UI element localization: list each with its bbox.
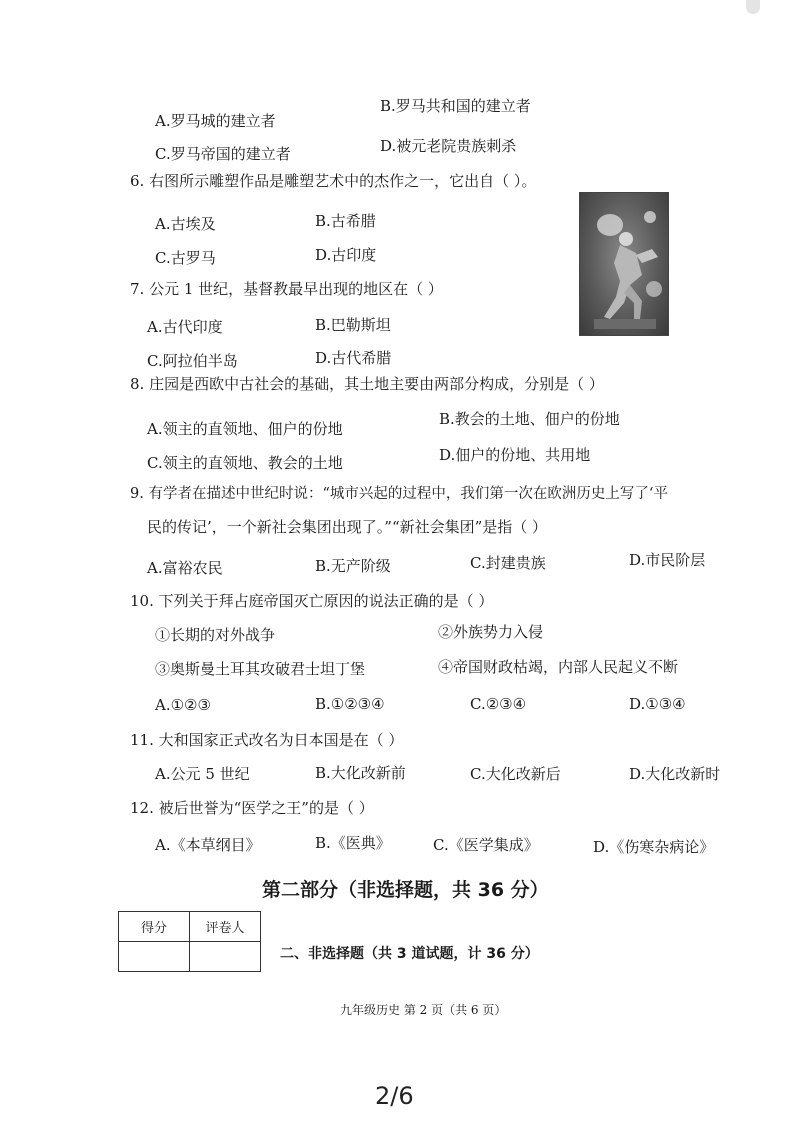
q11-option-b: B.大化改新前 <box>315 764 406 782</box>
section-title: 二、非选择题（共 3 道试题，计 36 分） <box>280 946 539 962</box>
q7-option-b: B.巴勒斯坦 <box>315 316 391 334</box>
q9-option-b: B.无产阶级 <box>315 557 391 575</box>
q9-option-c: C.封建贵族 <box>470 554 546 572</box>
q5-option-a: A.罗马城的建立者 <box>155 112 276 130</box>
sculpture-figure-drawing <box>580 193 668 335</box>
discobolus-sculpture-image <box>579 192 669 336</box>
score-label-cell: 得分 <box>119 912 190 942</box>
q8-option-b: B.教会的土地、佃户的份地 <box>439 410 620 428</box>
q8-option-d: D.佃户的份地、共用地 <box>439 446 591 464</box>
q8-stem: 8. 庄园是西欧中古社会的基础，其土地主要由两部分构成，分别是（ ） <box>130 375 604 393</box>
q6-stem: 6. 右图所示雕塑作品是雕塑艺术中的杰作之一，它出自（ ）。 <box>130 172 537 190</box>
q10-item-1: ①长期的对外战争 <box>155 626 276 644</box>
q12-option-b: B.《医典》 <box>315 834 391 852</box>
q12-option-c: C.《医学集成》 <box>433 836 539 854</box>
q8-option-c: C.领主的直领地、教会的土地 <box>147 454 343 472</box>
q5-option-c: C.罗马帝国的建立者 <box>155 145 291 163</box>
q6-option-b: B.古希腊 <box>315 212 376 230</box>
q8-option-a: A.领主的直领地、佃户的份地 <box>147 420 343 438</box>
q9-option-d: D.市民阶层 <box>629 551 706 569</box>
q10-option-b: B.①②③④ <box>315 695 385 713</box>
q9-option-a: A.富裕农民 <box>147 559 223 577</box>
score-table <box>118 911 261 972</box>
q10-option-a: A.①②③ <box>155 696 211 714</box>
q6-option-c: C.古罗马 <box>155 249 216 267</box>
reviewer-label-cell: 评卷人 <box>190 912 261 942</box>
q10-stem: 10. 下列关于拜占庭帝国灭亡原因的说法正确的是（ ） <box>130 592 494 610</box>
q6-option-d: D.古印度 <box>315 246 377 264</box>
q11-option-a: A.公元 5 世纪 <box>155 765 250 783</box>
q11-stem: 11. 大和国家正式改名为日本国是在（ ） <box>130 731 404 749</box>
q10-item-3: ③奥斯曼土耳其攻破君士坦丁堡 <box>155 660 366 678</box>
page-indicator: 2/6 <box>375 1082 414 1110</box>
q10-option-c: C.②③④ <box>470 695 527 713</box>
q11-option-d: D.大化改新时 <box>629 765 721 783</box>
q5-option-d: D.被元老院贵族刺杀 <box>380 137 517 155</box>
q11-option-c: C.大化改新后 <box>470 765 561 783</box>
q12-option-d: D.《伤寒杂病论》 <box>593 838 715 856</box>
reviewer-input-cell <box>190 942 261 972</box>
q7-stem: 7. 公元 1 世纪，基督教最早出现的地区在（ ） <box>130 280 443 298</box>
q5-option-b: B.罗马共和国的建立者 <box>380 97 531 115</box>
scan-corner-mark <box>746 0 760 14</box>
q6-option-a: A.古埃及 <box>155 215 216 233</box>
q9-stem-line2: 民的传记’，一个新社会集团出现了。”“新社会集团”是指（ ） <box>147 518 548 536</box>
q10-item-2: ②外族势力入侵 <box>438 623 544 641</box>
q7-option-a: A.古代印度 <box>147 318 223 336</box>
page-footer: 九年级历史 第 2 页（共 6 页） <box>340 1003 507 1017</box>
q9-stem-line1: 9. 有学者在描述中世纪时说：“城市兴起的过程中，我们第一次在欧洲历史上写了‘平 <box>130 486 668 502</box>
q10-item-4: ④帝国财政枯竭，内部人民起义不断 <box>438 658 679 676</box>
part2-title: 第二部分（非选择题，共 36 分） <box>262 879 549 901</box>
q12-stem: 12. 被后世誉为“医学之王”的是（ ） <box>130 799 374 817</box>
score-input-cell <box>119 942 190 972</box>
q10-option-d: D.①③④ <box>629 695 686 713</box>
q7-option-c: C.阿拉伯半岛 <box>147 352 238 370</box>
q7-option-d: D.古代希腊 <box>315 349 392 367</box>
q12-option-a: A.《本草纲目》 <box>155 836 261 854</box>
